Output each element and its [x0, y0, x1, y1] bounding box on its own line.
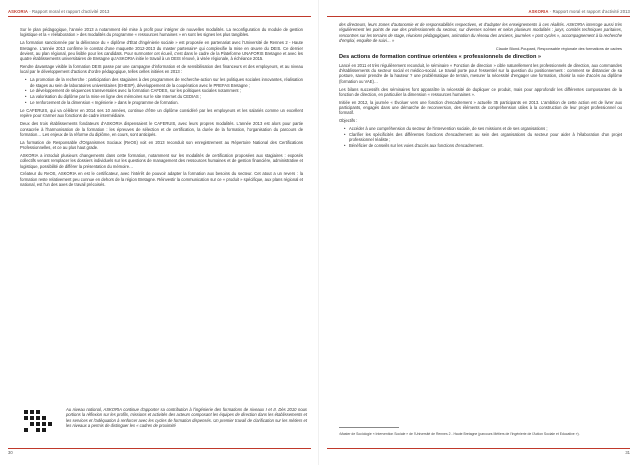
- paragraph: Sur le plan pédagogique, l'année 2013 a notamment été mise à profit pour intégrer de nouvelles modalités. La reconfiguration du module de gestion logistique et la « réélaboration » des modalités du programme « ressources humaines » en sont les signes les plus tangibles.: [20, 27, 303, 38]
- callout-text: Au niveau national, ASKORIA continue d'apporter sa contribution à l'ingénierie des formations de niveaux I et II. Dès 2010 nous portions la réflexion sur les profils, missions et activités des acteurs composant les équipes de direction dans les établissements et les services et l'adéquation à renforcer avec les cycles de formation dispensés. Un premier travail de clarification sur les métiers et les niveaux a permis de distinguer les « cadres de proximité: [66, 407, 307, 429]
- header-rule: [8, 16, 311, 17]
- footer-rule: [327, 448, 630, 449]
- footnote-rule: [339, 427, 399, 428]
- paragraph: Créateur du ReOS, ASKORIA en est le certificateur, avec l'intérêt de pouvoir adapter la formation aux besoins du secteur. Cet atout a un revers : la formation reste relativement peu connue en dehors de la région Bretagne. Réinvestir la communication sur ce « produit » spécifique, aux plans régional et national, est l'un des axes de travail précoisés.: [20, 171, 303, 188]
- list-item: • La promotion de la recherche : participation des stagiaires à des programmes de recherche-action sur les politiques sociales innovantes, réalisation de stages au sein de laboratoires universitaires (EHESP), développement de la coopération avec le PREFAS Bretagne ;: [30, 77, 303, 88]
- bullet-list: [20, 77, 303, 105]
- paragraph: Rendre davantage visible la formation DEIS passe par une campagne d'information et de sensibilisation des financeurs et des employeurs, et au niveau local par le développement d'actions d'ordre pédagogique, telles celles initiées en 2013 :: [20, 64, 303, 75]
- list-item: • Bénéficier de conseils sur les voies d'accès aux fonctions d'encadrement.: [349, 143, 622, 148]
- paragraph: Les bilans successifs des séminaires font apparaître la nécessité de dupliquer ce produit, mais pour approfondir les différentes composantes de la fonction de direction, en particulier la dimension « ressources humaines ».: [339, 86, 622, 97]
- list-item: • Clarifier les spécificités des différentes fonctions d'encadrement au sein des organisations du secteur pour aider à l'élaboration d'un projet professionnel réaliste ;: [349, 132, 622, 143]
- list-item: • La valorisation du diplôme par la mise en ligne des mémoires sur le site Internet du CEDIAS ;: [30, 94, 303, 99]
- footnote: ¹Master de Sociologie « Intervention Sociale » de l'Université de Rennes 2 - Haute Bretagne (parcours Métiers de l'Ingénierie de l'Action Sociale et Educative »).: [339, 432, 580, 436]
- list-item: • Le renforcement de la dimension « Ingénierie » dans le programme de formation.: [30, 100, 303, 105]
- header-org: ASKORIA: [8, 9, 29, 14]
- header-rule: [327, 16, 630, 17]
- page-number: 30: [8, 450, 13, 455]
- quote-dots-icon: [22, 408, 56, 438]
- header-separator: -: [28, 9, 33, 14]
- running-header-left: [8, 9, 109, 14]
- list-item: • Le développement de séquences transversales avec la formation CAFDES, sur les politiques sociales notamment ;: [30, 88, 303, 93]
- footer-rule: [8, 448, 311, 449]
- paragraph: La formation sanctionnée par la délivrance du « diplôme d'État d'ingénierie sociale » est proposée en partenariat avec l'Université de Rennes 2 - Haute Bretagne. L'année 2013 confirme le constat d'une maquette 2012-2013 du master partenaire¹ qui complexifie la mise en œuvre du DEIS. Ce dernier devient, au plan régional, peu lisible pour les candidats. Pour surmonter cet écueil, c'est dans le cadre de la Plateforme UNAFORIS Bretagne et avec les quatre établissements universitaires de Bretagne qu'ASKORIA initie le travail à un DEIS rénové, à visée régionale, à échéance 2015.: [20, 40, 303, 62]
- bullet-list: [339, 126, 622, 148]
- paragraph: La formation de Responsable d'Organismes Sociaux (ReOS) voit en 2013 reconduit son enregistrement au Répertoire National des Certifications Professionnelles, et ce au plus haut grade.: [20, 139, 303, 151]
- paragraph: Objectifs :: [339, 118, 358, 124]
- pull-quote: des directeurs, leurs zones d'autonomie et de responsabilités respectives, et d'adapter les enseignements à ces réalités. ASKORIA interroge aussi très régulièrement les points de vue des professionnels du secteur, sur diverses scènes et selon plusieurs modalités : jurys, comités techniques paritaires, rencontres sur les terrains de stage, réunions pédagogiques, animation du réseau des anciens, journées « post cycles », accompagnement à la recherche d'emploi, enquête de suivi… »: [339, 22, 622, 44]
- quote-attribution: Claude Blond-Poupard, Responsable régionale des formations de cadres: [495, 45, 622, 51]
- header-separator: -: [548, 9, 553, 14]
- paragraph: Initiée en 2012, la journée « Évoluer vers une fonction d'encadrement » actuelle 35 participants en 2013. L'ambition de cette action est de livrer aux participants, engagés dans une démarche de reconversion, des éléments de compréhension utiles à la construction de leur projet professionnel ou formatif.: [339, 99, 622, 116]
- right-body: [339, 22, 622, 151]
- running-header-right: [529, 9, 630, 14]
- left-body: [20, 27, 303, 190]
- paragraph: Lancé en 2011 et très régulièrement reconduit, le séminaire « Fonction de direction » cible naturellement les professionnels de direction, aux commandes d'établissements du secteur social et médico-social. Le travail porte pour l'essentiel sur la question du positionnement : comment se distancier de sa posture, savoir prendre de la hauteur ? une problématique de terrain, mesurer la nécessité d'engager une formation, choisir la voie d'accès au diplôme (formation ou VAE)…: [339, 62, 622, 84]
- right-page: [319, 0, 638, 465]
- header-title: Rapport moral et rapport d'activité 2013: [32, 9, 110, 14]
- section-title: Des actions de formation continue orientées « professionnels de direction »: [339, 53, 542, 60]
- paragraph: Le CAFERUIS, qui va célébrer en 2014 ses 10 années, continue d'être un diplôme considéré par les employeurs et les salariés comme un excellent repère pour s'armer aux fonctions de cadre intermédiaire.: [20, 107, 303, 119]
- paragraph: Deux des trois établissements fondateurs d'ASKORIA dispensaient le CAFERUIS, avec leurs propres modalités. L'année 2013 est alors pour partie consacrée à l'harmonisation de la formation : les épreuves de sélection et de certification, la durée de la formation, l'organisation du parcours de formation… Les enjeux de la réforme du diplôme, en cours, sont anticipés.: [20, 121, 303, 137]
- list-item: • Accéder à une compréhension du secteur de l'intervention sociale, de ses missions et de ses organisations ;: [349, 126, 622, 131]
- header-org: ASKORIA: [528, 9, 549, 14]
- paragraph: ASKORIA a introduit plusieurs changements dans cette formation, notamment sur les modalités de certification proposées aux stagiaires : exposés collectifs venant remplacer les dossiers individuels sur les questions de management des ressources humaines et de gestion financière, administrative et logistique, possibilité de différer la présentation du mémoire…: [20, 152, 303, 169]
- header-title: Rapport moral et rapport d'activité 2013: [552, 9, 630, 14]
- page-number: 31: [625, 450, 630, 455]
